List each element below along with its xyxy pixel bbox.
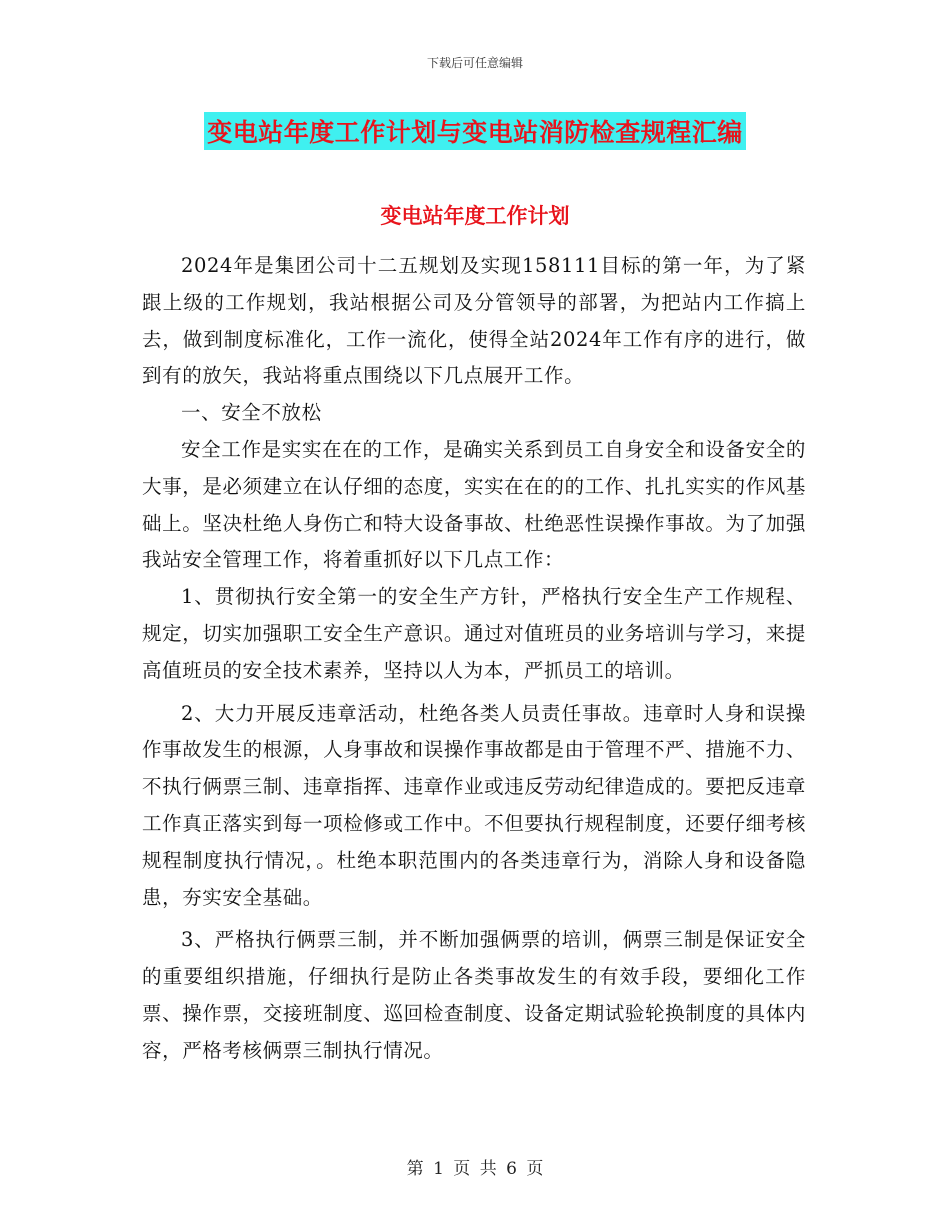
- main-title-wrap: [0, 112, 950, 150]
- document-body: [142, 248, 806, 1070]
- section-title: 变电站年度工作计划: [380, 203, 570, 228]
- paragraph-item-3: 3、严格执行俩票三制，并不断加强俩票的培训，俩票三制是保证安全的重要组织措施，仔细执行是防止各类事故发生的有效手段，要细化工作票、操作票，交接班制度、巡回检查制度、设备定期试验轮换制度的具体内容，严格考核俩票三制执行情况。: [142, 928, 806, 1062]
- paragraph-heading-safety: 一、安全不放松: [181, 401, 322, 425]
- paragraph-intro: 2024年是集团公司十二五规划及实现158111目标的第一年，为了紧跟上级的工作规划，我站根据公司及分管领导的部署，为把站内工作搞上去，做到制度标准化，工作一流化，使得全站2024年工作有序的进行，做到有的放矢，我站将重点围绕以下几点展开工作。: [142, 254, 806, 388]
- paragraph-item-1: 1、贯彻执行安全第一的安全生产方针，严格执行安全生产工作规程、规定，切实加强职工安全生产意识。通过对值班员的业务培训与学习，来提高值班员的安全技术素养，坚持以人为本，严抓员工的培训。: [142, 585, 806, 682]
- paragraph-safety: 安全工作是实实在在的工作，是确实关系到员工自身安全和设备安全的大事，是必须建立在认仔细的态度，实实在在的的工作、扎扎实实的作风基础上。坚决杜绝人身伤亡和特大设备事故、杜绝恶性误操作事故。为了加强我站安全管理工作，将着重抓好以下几点工作：: [142, 437, 806, 572]
- paragraph-item-2: 2、大力开展反违章活动，杜绝各类人员责任事故。违章时人身和误操作事故发生的根源，人身事故和误操作事故都是由于管理不严、措施不力、不执行俩票三制、违章指挥、违章作业或违反劳动纪律造成的。要把反违章工作真正落实到每一项检修或工作中。不但要执行规程制度，还要仔细考核规程制度执行情况，。杜绝本职范围内的各类违章行为，消除人身和设备隐患，夯实安全基础。: [142, 701, 806, 909]
- header-note: 下载后可任意编辑: [426, 56, 523, 70]
- page-footer: 第 1 页 共 6 页: [406, 1159, 544, 1179]
- document-title: 变电站年度工作计划与变电站消防检查规程汇编: [204, 112, 746, 150]
